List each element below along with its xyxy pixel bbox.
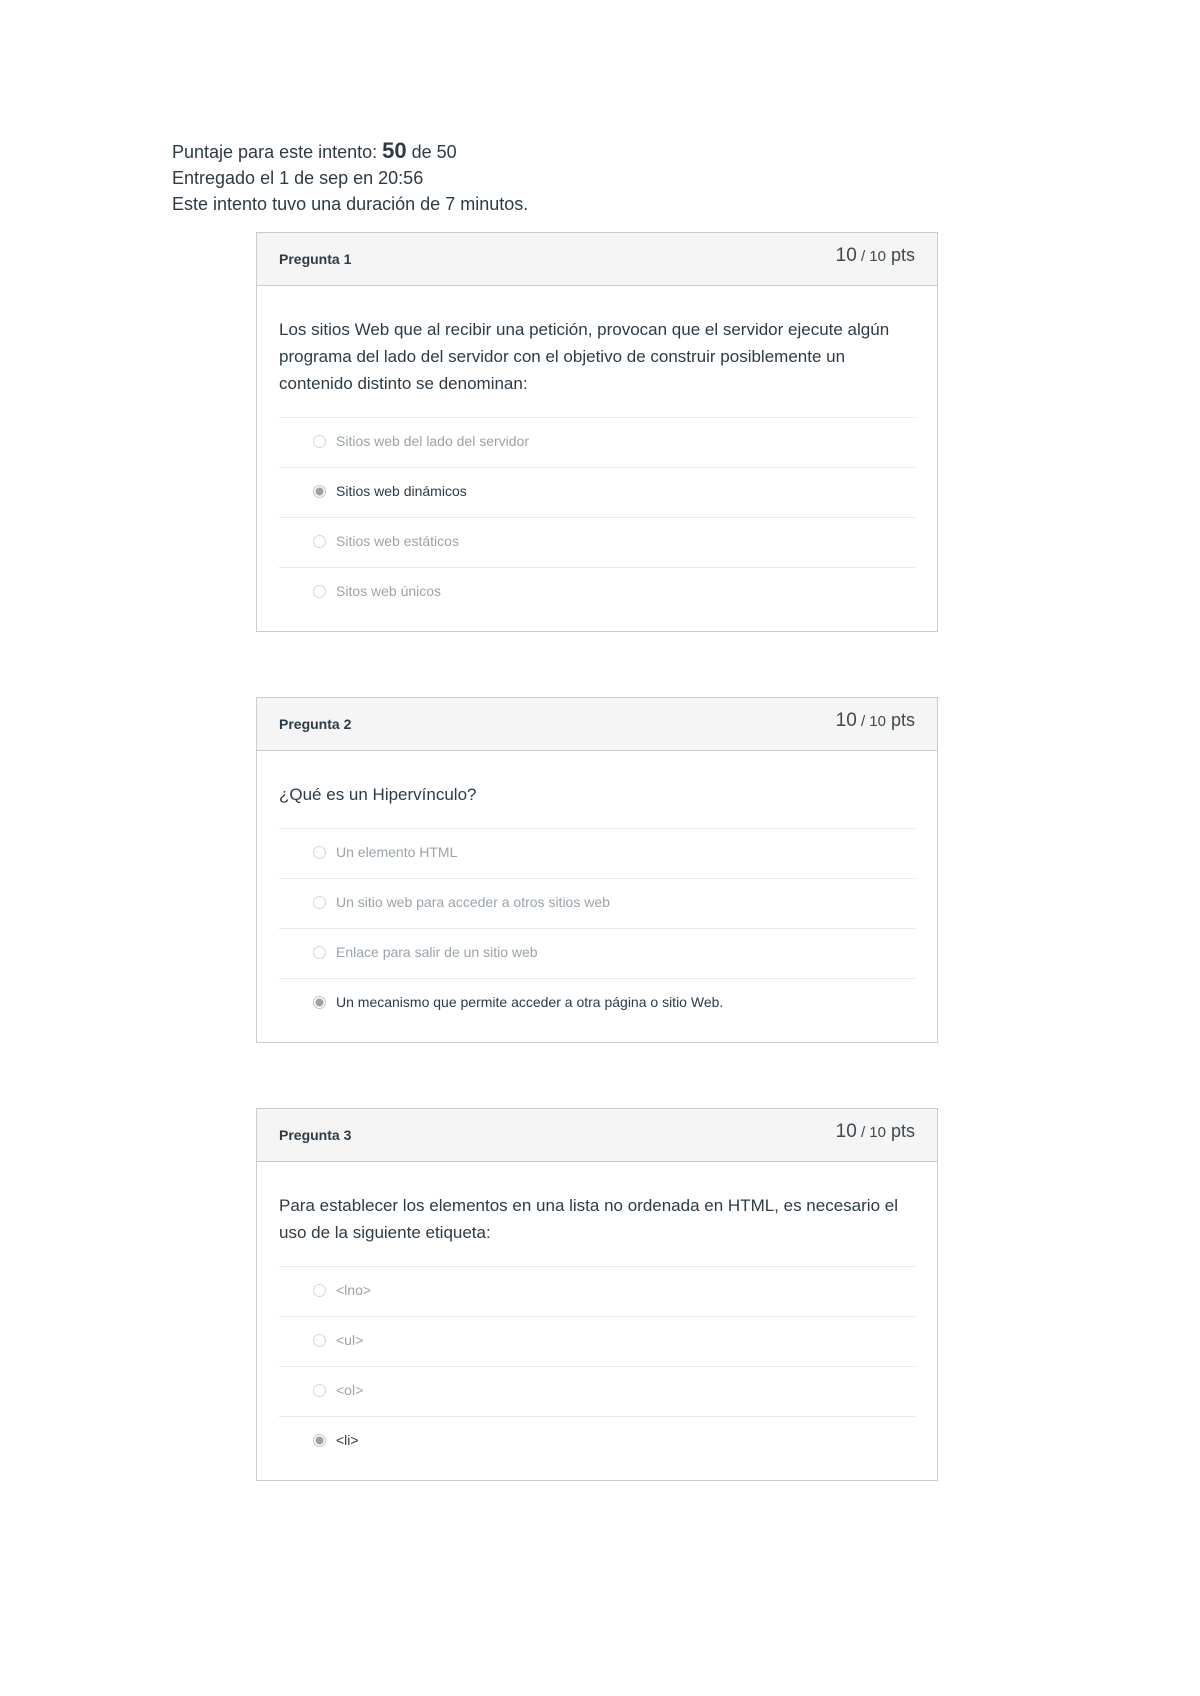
- question-body: [257, 751, 937, 1042]
- question-title: Pregunta 3: [279, 1127, 352, 1143]
- answer-label: Sitios web del lado del servidor: [336, 433, 529, 449]
- radio-icon[interactable]: [313, 585, 326, 598]
- points-unit: pts: [885, 710, 915, 730]
- answer-option[interactable]: [279, 879, 915, 929]
- answer-option-selected[interactable]: [279, 979, 915, 1028]
- question-1: [256, 232, 938, 632]
- score-prefix: Puntaje para este intento:: [172, 142, 383, 162]
- points-earned: 10: [835, 1121, 857, 1142]
- radio-icon[interactable]: [313, 1284, 326, 1297]
- answer-option-selected[interactable]: [279, 1417, 915, 1466]
- points-separator: /: [856, 713, 870, 730]
- points-separator: /: [856, 1124, 870, 1141]
- answer-option[interactable]: [279, 1317, 915, 1367]
- radio-icon[interactable]: [313, 435, 326, 448]
- answer-list: [279, 828, 915, 1028]
- answer-option-selected[interactable]: [279, 468, 915, 518]
- points-earned: 10: [835, 710, 857, 731]
- answer-label: Un mecanismo que permite acceder a otra página o sitio Web.: [336, 994, 724, 1010]
- answer-option[interactable]: [279, 829, 915, 879]
- question-title: Pregunta 2: [279, 716, 352, 732]
- answer-list: [279, 417, 915, 617]
- radio-icon[interactable]: [313, 1384, 326, 1397]
- radio-checked-icon[interactable]: [313, 996, 326, 1009]
- points-unit: pts: [885, 1121, 915, 1141]
- question-text: ¿Qué es un Hipervínculo?: [279, 785, 477, 804]
- question-points: [836, 245, 915, 267]
- radio-icon[interactable]: [313, 896, 326, 909]
- score-line: [172, 138, 528, 165]
- question-2: [256, 697, 938, 1043]
- question-title: Pregunta 1: [279, 251, 352, 267]
- answer-label: Enlace para salir de un sitio web: [336, 944, 538, 960]
- answer-option[interactable]: [279, 518, 915, 568]
- question-3: [256, 1108, 938, 1481]
- answer-label: <ul>: [336, 1332, 364, 1348]
- answer-label: Sitos web únicos: [336, 583, 442, 599]
- radio-icon[interactable]: [313, 846, 326, 859]
- question-body: [257, 286, 937, 631]
- radio-icon[interactable]: [313, 535, 326, 548]
- radio-checked-icon[interactable]: [313, 1434, 326, 1447]
- score-value: 50: [382, 138, 407, 163]
- radio-icon[interactable]: [313, 946, 326, 959]
- points-separator: /: [856, 248, 870, 265]
- answer-label: Un elemento HTML: [336, 844, 458, 860]
- answer-option[interactable]: [279, 418, 915, 468]
- question-text: Los sitios Web que al recibir una petición, provocan que el servidor ejecute algún programa del lado del servidor con el objetivo de construir posiblemente un contenido distinto se denominan:: [279, 320, 890, 393]
- attempt-summary: [172, 138, 528, 217]
- question-header: [257, 233, 937, 286]
- answer-label: Sitios web estáticos: [336, 533, 459, 549]
- answer-list: [279, 1266, 915, 1466]
- answer-label: <ol>: [336, 1382, 364, 1398]
- answer-label: Sitios web dinámicos: [336, 483, 467, 499]
- answer-label: <lno>: [336, 1282, 372, 1298]
- question-points: [836, 710, 915, 732]
- answer-label: Un sitio web para acceder a otros sitios web: [336, 894, 610, 910]
- points-earned: 10: [835, 245, 857, 266]
- question-header: [257, 1109, 937, 1162]
- points-possible: 10: [869, 1124, 886, 1141]
- score-suffix: de 50: [406, 142, 457, 162]
- radio-checked-icon[interactable]: [313, 485, 326, 498]
- points-unit: pts: [885, 245, 915, 265]
- answer-option[interactable]: [279, 1267, 915, 1317]
- submitted-line: Entregado el 1 de sep en 20:56: [172, 168, 424, 188]
- question-body: [257, 1162, 937, 1480]
- question-points: [836, 1121, 915, 1143]
- points-possible: 10: [869, 713, 886, 730]
- answer-option[interactable]: [279, 568, 915, 617]
- answer-label: <li>: [336, 1432, 359, 1448]
- points-possible: 10: [869, 248, 886, 265]
- question-header: [257, 698, 937, 751]
- answer-option[interactable]: [279, 929, 915, 979]
- duration-line: Este intento tuvo una duración de 7 minutos.: [172, 194, 529, 214]
- answer-option[interactable]: [279, 1367, 915, 1417]
- question-text: Para establecer los elementos en una lista no ordenada en HTML, es necesario el uso de la siguiente etiqueta:: [279, 1196, 898, 1242]
- radio-icon[interactable]: [313, 1334, 326, 1347]
